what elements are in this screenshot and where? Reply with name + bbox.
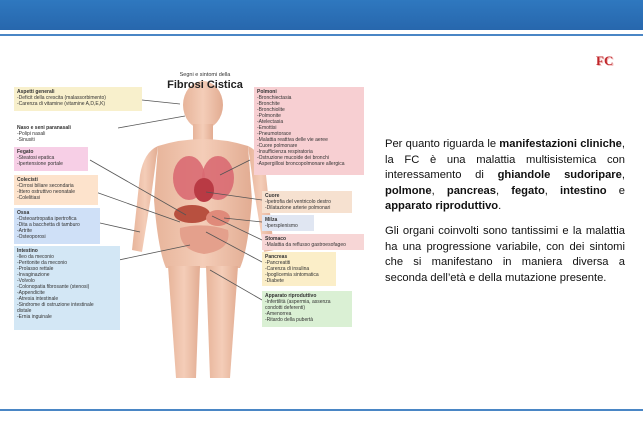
box-ossa: Ossa -Osteoartropatia ipertrofica -Dita a bacchetta di tamburo -Artrite -Osteoporosi <box>14 208 100 244</box>
box-cuore: Cuore -Ipetrofia del ventricolo destro -Dilatazione arterie polmonari <box>262 191 352 213</box>
box-milza: Milza -Ipersplenismo <box>262 215 314 231</box>
infographic-title: Fibrosi Cistica <box>167 79 243 91</box>
box-aspetti: Aspetti generali -Deficit della crescita (malassorbimento) -Carenza di vitamine (vitamine A,D,E,K) <box>14 87 142 111</box>
box-stomaco: Stomaco -Malattia da reflusso gastroesofageo <box>262 234 364 250</box>
box-fegato: Fegato -Steatosi epatica -Ipertensione portale <box>14 147 88 171</box>
box-naso: Naso e seni paranasali -Polipi nasali -Sinusiti <box>14 123 118 145</box>
box-polmoni: Polmoni -Bronchiectasia -Bronchite -Bronchiolite -Polmonite -Atelectasia -Emottisi -Pneumotorace -Malattia reattiva delle vie aeree -Cuore polmonare -Insufficienza respiratoria -Ostruzione mucoide dei bronchi -Aspergillosi broncopolmonare allergica <box>254 87 364 175</box>
box-apparato: Apparato riproduttivo -Infertilità (aspermia, assenza condotti deferenti) -Amenorrea -Ritardo della pubertà <box>262 291 352 327</box>
bottom-divider <box>0 409 643 411</box>
box-intestino: Intestino -Ileo da meconio -Peritonite da meconio -Prolasso rettale -Invaginazione -Volvolo -Colonopatia fibrosante (stenosi) -Appendicite -Atresia intestinale -Sindrome di ostruzione intestinale distale -Ernia inguinale <box>14 246 120 330</box>
box-pancreas: Pancreas -Pancreatiti -Carenza di insulina -Ipoglicemia sintomatica -Diabete <box>262 252 336 286</box>
paragraph-progression: Gli organi coinvolti sono tantissimi e la malattia ha una progressione variabile, con dei sintomi che si manifestano in maniera diversa a seconda dell’età e della mutazione presente. <box>385 224 625 284</box>
fc-badge: FC <box>596 53 614 68</box>
infographic-subtitle: Segni e sintomi della <box>179 72 231 78</box>
box-colecisti: Colecisti -Cirrosi biliare secondaria -Ittero ostruttivo neonatale -Colelitiasi <box>14 175 98 205</box>
body-text <box>385 137 625 295</box>
paragraph-clinical: Per quanto riguarda le manifestazioni cliniche, la FC è una malattia multisistemica con interessamento di ghiandole sudoripare, polmone, pancreas, fegato, intestino e apparato riproduttivo. <box>385 138 625 213</box>
